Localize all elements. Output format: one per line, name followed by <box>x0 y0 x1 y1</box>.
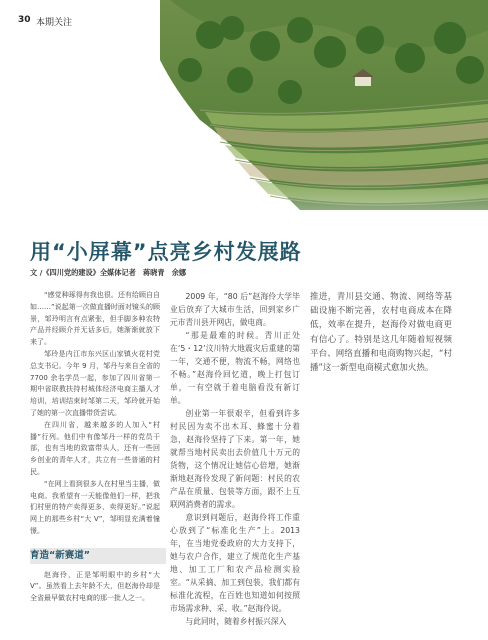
paragraph: 创业第一年很艰辛，但看到许多村民因为卖不出木耳、蜂蜜十分着急，赵海伶坚持了下来。第一年，她就帮当地村民卖出去价值几十万元的货物，这个情况让她信心倍增，她渐渐地赵海伶发现了新问题：村民的农产品在质量、包装等方面，跟不上互联网消费者的需求。 <box>170 409 300 509</box>
paragraph: “在网上看到很多人在村里当主播，做电商。我希望有一天能像他们一样，把我们村里的特产卖得更多、卖得更好。”说起网上的那些乡村“大 V”，邹明显充满着憧憬。 <box>30 479 160 535</box>
paragraph: 2009 年，“80 后”赵海伶大学毕业后放弃了大城市生活，回到家乡广元市青川县开网店，做电商。 <box>170 292 300 327</box>
text-column-3 <box>310 290 452 375</box>
paragraph: 邹玲是内江市东兴区山家镇火花村党总支书记。今年 9 月，邹丹与来自全省的 7700 余名学员一起，参加了四川省第一期中省联教扶持村城体经济电商主播人才培训，培训结束时邹第二天，邹玲就开始了她的第一次直播带货尝试。 <box>30 349 160 417</box>
paragraph: “那是最难的时候。青川正处在‘5・12’汶川特大地震灾后重建的第一年，交通不便，物流不畅，网络也不畅。”赵海伶回忆道，晚上打包订单，一有空就于着电脑看没有新订单。 <box>170 331 300 405</box>
paragraph: 赵海伶，正是邹明眼中的乡村“大 V”。虽然看上去年龄不大，但赵海伶却是全省最早做农村电商的那一批人之一。 <box>30 570 160 603</box>
paragraph: “感觉种琢得有我也很。还有给顾自自如……”说起第一次做直播时面对镜头的顾景，邹玲明言有点紧张，但手脚多种农特产品并经顾介并无话多后，她渐渐就放下来了。 <box>30 291 160 347</box>
farmland-photo <box>0 0 488 262</box>
text-column-2 <box>170 290 300 628</box>
article-byline: 文 /《四川党的建设》全媒体记者 蒋晓青 余娜 <box>30 268 187 277</box>
page-number: 30 <box>18 15 31 25</box>
paragraph: 推进，青川县交通、物流、网络等基础设施不断完善，农村电商成本在降低，效率在提升，赵海伶对做电商更有信心了。特别是这几年随着短视频平台、网络直播和电商购物兴起，“村播”这一新型电商模式愈加火热。 <box>310 292 452 374</box>
paragraph: 与此同时，随着乡村振兴深入 <box>185 617 287 626</box>
subheading: 育造“新赛道” <box>30 548 166 564</box>
text-column-1 <box>30 290 160 605</box>
farmland-illustration <box>0 0 488 262</box>
article-title: 用“小屏幕”点亮乡村发展路 <box>30 240 302 264</box>
paragraph: 在四川省，越来越多的人加入“村播”行列。他们中有像邹丹一样的党员干部，也有当地的致富带头人，还有一些回乡创业的青年人才，共立有一些普通的村民。 <box>30 420 160 476</box>
section-label: 本期关注 <box>36 18 73 28</box>
subheading-container <box>30 542 160 566</box>
paragraph: 意识到问题后，赵海伶将工作重心放到了“标准化生产”上。2013 年，在当地党委政府的大力支持下，她与农户合作，建立了规范化生产基地、加工工厂和农产品检测实验室。“从采摘、加工到包装，我们都有标准化流程，在百姓也知道如何按照市场需求种、采、收。”赵海伶说。 <box>170 513 300 613</box>
